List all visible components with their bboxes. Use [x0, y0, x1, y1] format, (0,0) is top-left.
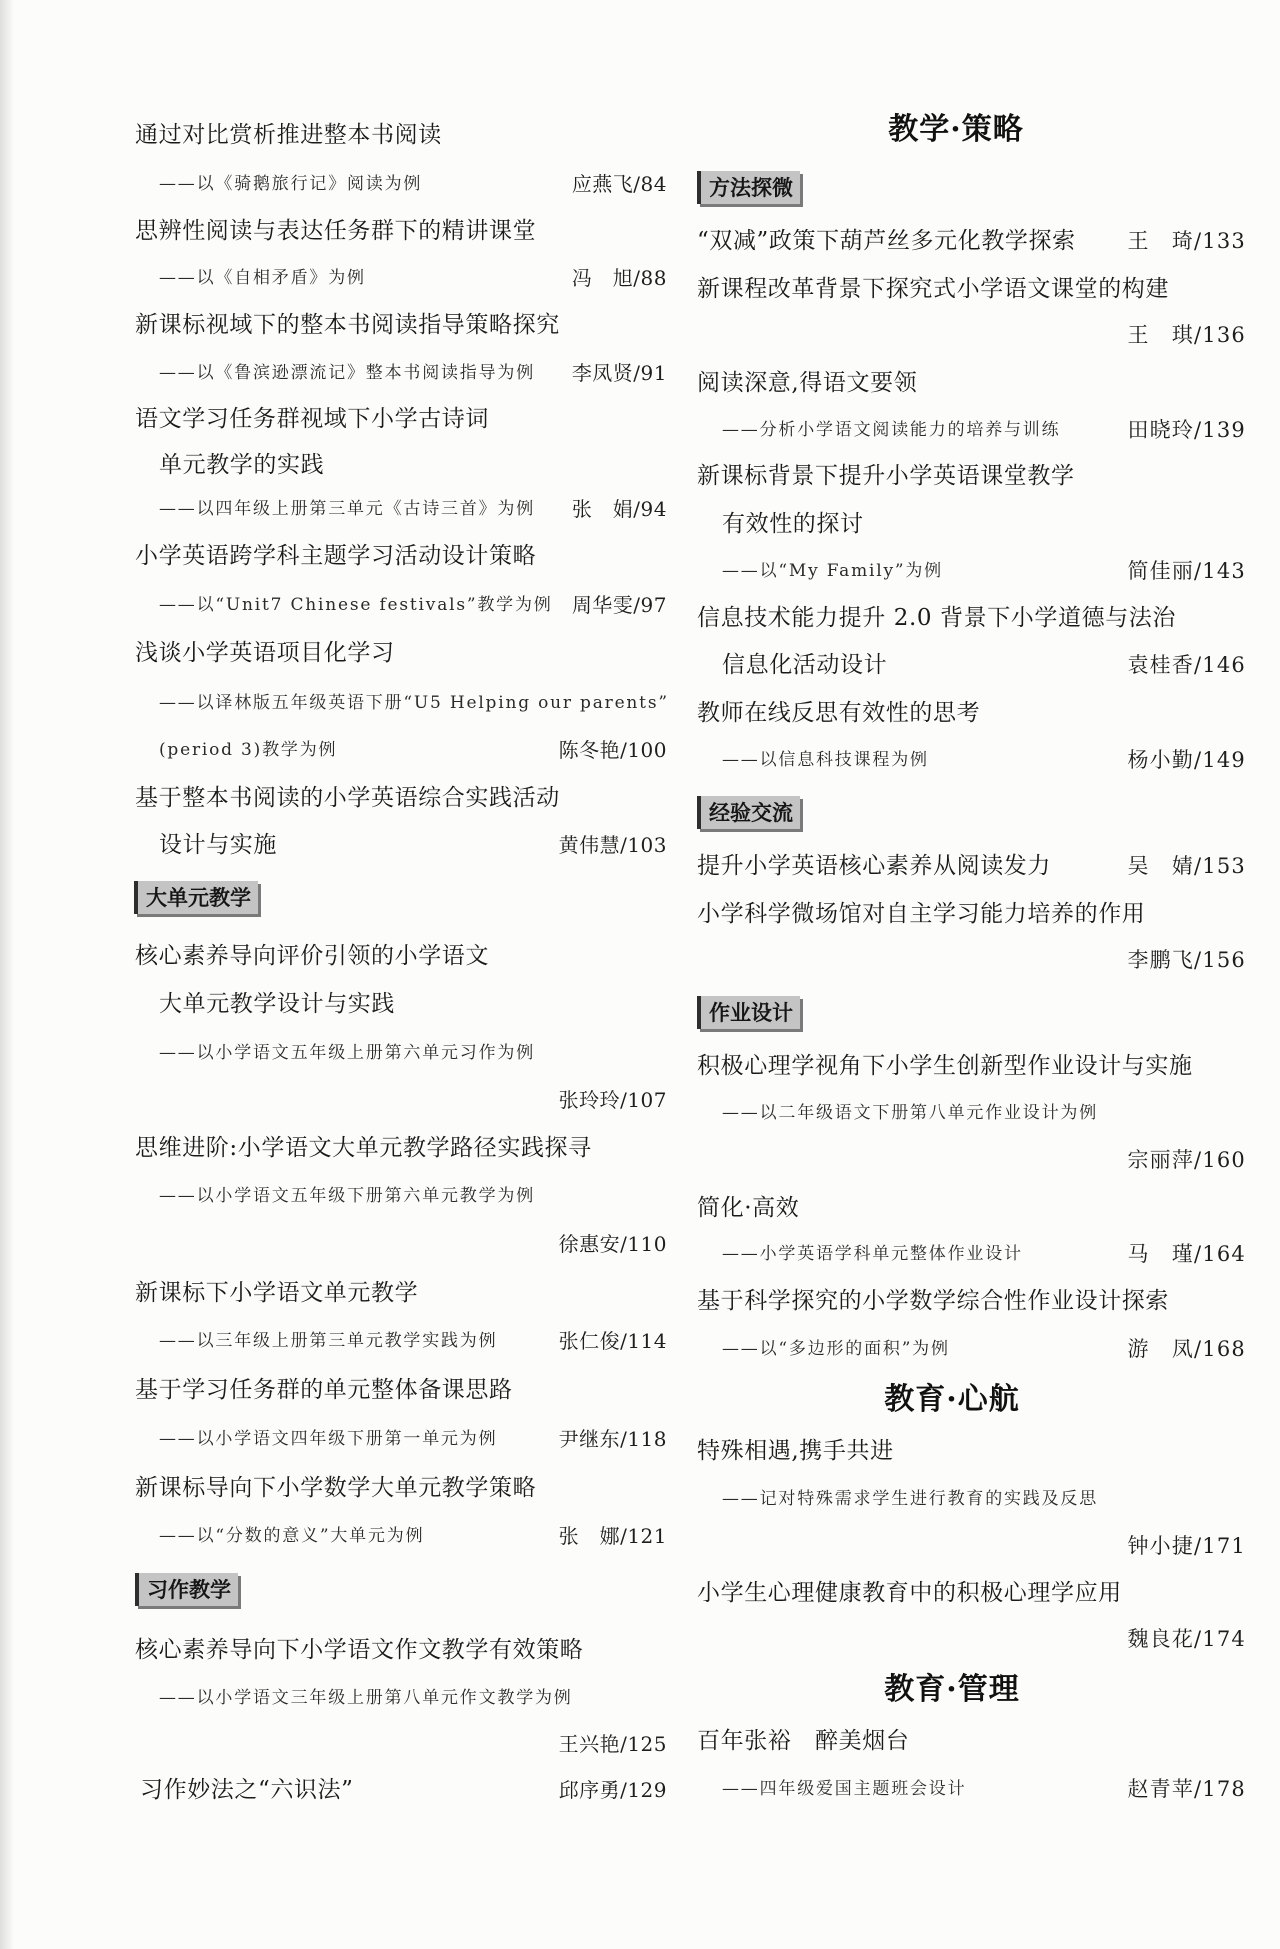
article-byline: 袁桂香/146: [1127, 653, 1246, 677]
article-byline: 王兴艳/125: [558, 1732, 667, 1756]
article-byline: 陈冬艳/100: [558, 738, 667, 762]
article-subtitle: ——以三年级上册第三单元教学实践为例: [159, 1331, 498, 1351]
article-byline: 简佳丽/143: [1127, 559, 1246, 583]
article-subtitle: ——记对特殊需求学生进行教育的实践及反思: [722, 1489, 1098, 1509]
article-title: 积极心理学视角下小学生创新型作业设计与实施: [697, 1053, 1193, 1079]
article-byline: 钟小捷/171: [1127, 1534, 1246, 1558]
article-title: 新课标视域下的整本书阅读指导策略探究: [135, 312, 560, 338]
article-title: 小学英语跨学科主题学习活动设计策略: [135, 543, 537, 569]
article-subtitle: ——以“多边形的面积”为例: [722, 1339, 950, 1359]
article-title: 基于学习任务群的单元整体备课思路: [135, 1377, 513, 1403]
article-byline: 冯 旭/88: [571, 266, 667, 290]
article-byline: 马 瑾/164: [1127, 1242, 1246, 1266]
article-byline: 王 琦/133: [1127, 229, 1246, 253]
article-byline: 徐惠安/110: [558, 1232, 667, 1256]
article-byline: 张 娜/121: [558, 1524, 667, 1548]
article-title: 简化·高效: [697, 1195, 800, 1221]
article-title: 新课标下小学语文单元教学: [135, 1280, 419, 1306]
article-byline: 应燕飞/84: [571, 172, 667, 196]
article-subtitle: ——以《自相矛盾》为例: [159, 268, 366, 288]
article-byline: 黄伟慧/103: [558, 833, 667, 857]
article-title: 教师在线反思有效性的思考: [697, 700, 981, 726]
article-title: 信息技术能力提升 2.0 背景下小学道德与法治: [697, 605, 1176, 631]
article-byline: 李凤贤/91: [571, 361, 667, 385]
article-subtitle: ——以二年级语文下册第八单元作业设计为例: [722, 1103, 1098, 1123]
article-title: 新课标背景下提升小学英语课堂教学: [697, 463, 1075, 489]
article-title-continued: 大单元教学设计与实践: [159, 991, 395, 1017]
section-label-methods: 方法探微: [697, 171, 800, 204]
article-title: 核心素养导向评价引领的小学语文: [135, 943, 489, 969]
article-subtitle: ——以小学语文三年级上册第八单元作文教学为例: [159, 1688, 573, 1708]
article-title: 基于科学探究的小学数学综合性作业设计探索: [697, 1288, 1169, 1314]
article-byline: 张玲玲/107: [558, 1088, 667, 1112]
article-subtitle: ——分析小学语文阅读能力的培养与训练: [722, 420, 1061, 440]
article-byline: 周华雯/97: [571, 593, 667, 617]
article-subtitle: ——四年级爱国主题班会设计: [722, 1779, 967, 1799]
article-subtitle: ——以《骑鹅旅行记》阅读为例: [159, 174, 423, 194]
article-subtitle: ——以小学语文五年级下册第六单元教学为例: [159, 1186, 535, 1206]
article-subtitle: ——以“Unit7 Chinese festivals”教学为例: [159, 595, 553, 615]
article-byline: 吴 婧/153: [1127, 854, 1246, 878]
article-title: 新课程改革背景下探究式小学语文课堂的构建: [697, 276, 1169, 302]
article-byline: 魏良花/174: [1127, 1627, 1246, 1651]
category-heading-education-management: 教育·管理: [884, 1672, 1020, 1707]
article-subtitle: ——以译林版五年级英语下册“U5 Helping our parents”: [159, 693, 669, 713]
article-title-continued: 信息化活动设计: [722, 652, 888, 678]
article-title: 提升小学英语核心素养从阅读发力: [697, 853, 1051, 879]
article-title: 小学科学微场馆对自主学习能力培养的作用: [697, 901, 1146, 927]
article-subtitle: ——以“分数的意义”大单元为例: [159, 1526, 425, 1546]
article-title: 阅读深意,得语文要领: [697, 370, 918, 396]
section-label-big-unit: 大单元教学: [134, 881, 258, 914]
article-title: 核心素养导向下小学语文作文教学有效策略: [135, 1637, 584, 1663]
scan-shadow-edge: [0, 0, 14, 1949]
article-byline: 宗丽萍/160: [1127, 1148, 1246, 1172]
article-byline: 邱序勇/129: [558, 1778, 667, 1802]
article-byline: 杨小勤/149: [1127, 748, 1246, 772]
category-heading-teaching-strategy: 教学·策略: [888, 112, 1024, 147]
article-title-continued: 单元教学的实践: [159, 452, 325, 478]
article-title: 思维进阶:小学语文大单元教学路径实践探寻: [135, 1135, 592, 1161]
article-byline: 田晓玲/139: [1127, 418, 1246, 442]
section-label-experience: 经验交流: [697, 796, 800, 829]
article-title: “双减”政策下葫芦丝多元化教学探索: [697, 228, 1076, 254]
article-byline: 张 娟/94: [571, 497, 667, 521]
left-column: [135, 0, 667, 1949]
article-byline: 王 琪/136: [1127, 323, 1246, 347]
category-heading-education-mind: 教育·心航: [884, 1382, 1020, 1417]
article-byline: 游 凤/168: [1127, 1337, 1246, 1361]
article-subtitle: ——以四年级上册第三单元《古诗三首》为例: [159, 499, 535, 519]
article-subtitle: ——以信息科技课程为例: [722, 750, 929, 770]
article-title: 百年张裕 醉美烟台: [697, 1728, 910, 1754]
article-title-continued: 设计与实施: [159, 832, 277, 858]
article-title: 新课标导向下小学数学大单元教学策略: [135, 1475, 537, 1501]
article-byline: 尹继东/118: [558, 1427, 667, 1451]
article-subtitle: ——小学英语学科单元整体作业设计: [722, 1244, 1023, 1264]
article-subtitle: ——以《鲁滨逊漂流记》整本书阅读指导为例: [159, 363, 535, 383]
article-subtitle-continued: (period 3)教学为例: [159, 740, 338, 760]
article-subtitle: ——以小学语文四年级下册第一单元为例: [159, 1429, 498, 1449]
right-column: [697, 0, 1246, 1949]
article-title: 通过对比赏析推进整本书阅读: [135, 122, 442, 148]
section-label-writing: 习作教学: [135, 1573, 238, 1606]
article-title: 语文学习任务群视域下小学古诗词: [135, 406, 489, 432]
article-byline: 张仁俊/114: [558, 1329, 667, 1353]
article-title: 基于整本书阅读的小学英语综合实践活动: [135, 785, 560, 811]
article-subtitle: ——以小学语文五年级上册第六单元习作为例: [159, 1043, 535, 1063]
article-title-continued: 有效性的探讨: [722, 511, 864, 537]
section-label-homework: 作业设计: [697, 996, 800, 1029]
article-title: 思辨性阅读与表达任务群下的精讲课堂: [135, 218, 537, 244]
article-byline: 李鹏飞/156: [1127, 948, 1246, 972]
article-title: 浅谈小学英语项目化学习: [135, 640, 395, 666]
article-subtitle: ——以“My Family”为例: [722, 561, 943, 581]
article-title: 习作妙法之“六识法”: [140, 1777, 354, 1803]
article-title: 特殊相遇,携手共进: [697, 1438, 894, 1464]
article-byline: 赵青苹/178: [1127, 1777, 1246, 1801]
article-title: 小学生心理健康教育中的积极心理学应用: [697, 1580, 1122, 1606]
